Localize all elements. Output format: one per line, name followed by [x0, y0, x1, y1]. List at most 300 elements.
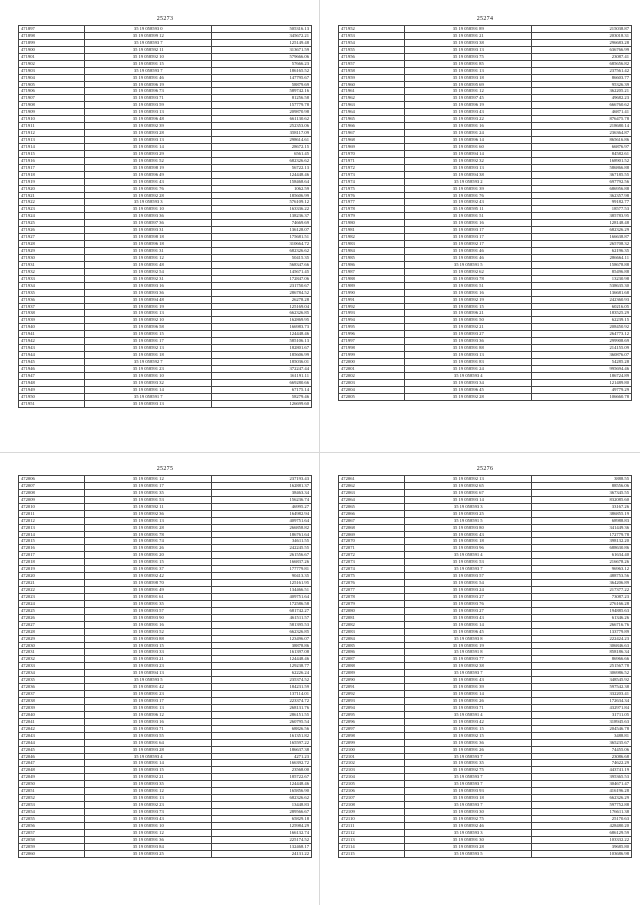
- row-id-cell: 472083: [339, 628, 405, 635]
- row-id-cell: 472063: [339, 489, 405, 496]
- row-id-cell: 472067: [339, 517, 405, 524]
- value-cell: 158678.88: [532, 261, 632, 268]
- row-id-cell: 471992: [339, 303, 405, 310]
- row-id-cell: 471907: [19, 95, 85, 102]
- table-row: [339, 482, 632, 489]
- value-cell: 365235.67: [532, 739, 632, 746]
- table-row: [19, 760, 312, 767]
- table-row: [19, 199, 312, 206]
- row-id-cell: 472095: [339, 711, 405, 718]
- code-cell: 35 19 058593 23: [85, 663, 212, 670]
- table-row: [19, 635, 312, 642]
- value-cell: 385783.95: [532, 213, 632, 220]
- page-title: 25273: [156, 16, 174, 22]
- table-row: [339, 178, 632, 185]
- table-row: [339, 580, 632, 587]
- value-cell: 125149.48: [212, 39, 312, 46]
- table-row: [19, 850, 312, 857]
- table-row: [19, 517, 312, 524]
- code-cell: 35 19 058591 89: [405, 26, 532, 33]
- value-cell: 261556.67: [212, 552, 312, 559]
- code-cell: 35 19 058593 80: [405, 524, 532, 531]
- table-row: [19, 774, 312, 781]
- value-cell: 23087.41: [532, 53, 632, 60]
- table-row: [19, 593, 312, 600]
- code-cell: 35 19 058593 13: [405, 46, 532, 53]
- row-id-cell: 471910: [19, 116, 85, 123]
- row-id-cell: 471930: [19, 254, 85, 261]
- table-row: [339, 345, 632, 352]
- table-row: [339, 531, 632, 538]
- row-id-cell: 472074: [339, 566, 405, 573]
- value-cell: 461511.57: [212, 614, 312, 621]
- code-cell: 35 19 058592 38: [405, 663, 532, 670]
- code-cell: 35 19 058591 60: [405, 143, 532, 150]
- code-cell: 35 19 058599 12: [85, 32, 212, 39]
- row-id-cell: 471971: [339, 157, 405, 164]
- table-row: [339, 753, 632, 760]
- code-cell: 35 19 058593 33: [85, 649, 212, 656]
- table-row: [339, 517, 632, 524]
- code-cell: 35 19 058591 13: [85, 310, 212, 317]
- value-cell: 68988.83: [532, 517, 632, 524]
- value-cell: 185606.99: [212, 352, 312, 359]
- code-cell: 35 19 058593 59: [85, 102, 212, 109]
- table-row: [339, 476, 632, 483]
- value-cell: 1062.59: [212, 185, 312, 192]
- table-row: [19, 656, 312, 663]
- value-cell: 177779.81: [212, 566, 312, 573]
- row-id-cell: 471923: [19, 206, 85, 213]
- table-row: [19, 386, 312, 393]
- row-id-cell: 471985: [339, 254, 405, 261]
- code-cell: 35 19 058591 14: [85, 386, 212, 393]
- code-cell: 35 19 058593 71: [85, 725, 212, 732]
- row-id-cell: 472000: [339, 359, 405, 366]
- value-cell: 67175.14: [212, 386, 312, 393]
- row-id-cell: 472068: [339, 524, 405, 531]
- table-row: [19, 338, 312, 345]
- row-id-cell: 471966: [339, 123, 405, 130]
- code-cell: 35 19 058591 12: [85, 476, 212, 483]
- row-id-cell: 472069: [339, 531, 405, 538]
- value-cell: 682326.29: [532, 227, 632, 234]
- code-cell: 35 19 058591 16: [405, 123, 532, 130]
- code-cell: 35 19 058591 30: [405, 836, 532, 843]
- row-id-cell: 471970: [339, 150, 405, 157]
- code-cell: 35 19 058592 17: [405, 241, 532, 248]
- code-cell: 35 19 058593 22: [405, 116, 532, 123]
- value-cell: 39685.80: [532, 843, 632, 850]
- value-cell: 74622.29: [532, 760, 632, 767]
- code-cell: 35 19 058592 10: [85, 317, 212, 324]
- row-id-cell: 472015: [19, 538, 85, 545]
- value-cell: 662326.85: [212, 310, 312, 317]
- value-cell: 132468.17: [212, 843, 312, 850]
- code-cell: 35 19 058593 28: [85, 130, 212, 137]
- table-row: [339, 171, 632, 178]
- value-cell: 581395.53: [212, 621, 312, 628]
- row-id-cell: 471950: [19, 393, 85, 400]
- value-cell: 318945.63: [532, 718, 632, 725]
- value-cell: 289566.67: [212, 809, 312, 816]
- value-cell: 681742.27: [212, 607, 312, 614]
- row-id-cell: 471973: [339, 171, 405, 178]
- row-id-cell: 471904: [19, 74, 85, 81]
- code-cell: 35 19 058591 36: [85, 836, 212, 843]
- code-cell: 35 19 058591 37: [85, 566, 212, 573]
- table-row: [339, 815, 632, 822]
- value-cell: 367345.55: [532, 489, 632, 496]
- code-cell: 35 19 058592 21: [405, 324, 532, 331]
- table-row: [19, 143, 312, 150]
- row-id-cell: 471989: [339, 282, 405, 289]
- table-row: [19, 268, 312, 275]
- value-cell: 186724.89: [532, 372, 632, 379]
- row-id-cell: 472096: [339, 718, 405, 725]
- code-cell: 35 19 058593 17: [405, 234, 532, 241]
- row-id-cell: 472099: [339, 739, 405, 746]
- row-id-cell: 472035: [19, 677, 85, 684]
- row-id-cell: 472079: [339, 600, 405, 607]
- row-id-cell: 471937: [19, 303, 85, 310]
- row-id-cell: 471903: [19, 67, 85, 74]
- row-id-cell: 472053: [19, 802, 85, 809]
- value-cell: 286664.11: [532, 254, 632, 261]
- table-row: [339, 614, 632, 621]
- code-cell: 35 19 058592 23: [85, 802, 212, 809]
- value-cell: 662326.85: [212, 628, 312, 635]
- value-cell: 214155.09: [532, 345, 632, 352]
- value-cell: 60216.05: [532, 303, 632, 310]
- table-row: [339, 677, 632, 684]
- table-row: [19, 275, 312, 282]
- value-cell: 124448.46: [212, 171, 312, 178]
- row-id-cell: 472089: [339, 670, 405, 677]
- table-row: [339, 67, 632, 74]
- code-cell: 35 19 058591 42: [85, 684, 212, 691]
- code-cell: 35 19 058593 93: [405, 788, 532, 795]
- page-25274: [338, 15, 632, 401]
- table-row: [339, 74, 632, 81]
- code-cell: 35 19 058593 3: [85, 199, 212, 206]
- value-cell: 6561.45: [212, 150, 312, 157]
- table-row: [19, 802, 312, 809]
- code-cell: 35 19 058591 13: [85, 704, 212, 711]
- value-cell: 156236.74: [212, 496, 312, 503]
- table-row: [19, 81, 312, 88]
- value-cell: 166983.73: [212, 324, 312, 331]
- code-cell: 35 19 058592 28: [85, 192, 212, 199]
- row-id-cell: 472041: [19, 718, 85, 725]
- table-row: [339, 635, 632, 642]
- row-id-cell: 471926: [19, 227, 85, 234]
- table-row: [19, 137, 312, 144]
- code-cell: 35 19 058591 14: [405, 691, 532, 698]
- row-id-cell: 472070: [339, 538, 405, 545]
- row-id-cell: 471917: [19, 164, 85, 171]
- code-cell: 35 19 058592 46: [405, 822, 532, 829]
- table-row: [19, 331, 312, 338]
- page-title: 25276: [476, 466, 494, 472]
- table-row: [19, 545, 312, 552]
- row-id-cell: 471986: [339, 261, 405, 268]
- code-cell: 35 19 058591 15: [405, 303, 532, 310]
- table-row: [339, 836, 632, 843]
- table-row: [339, 704, 632, 711]
- table-row: [19, 600, 312, 607]
- code-cell: 35 19 058594 38: [405, 171, 532, 178]
- value-cell: 49682.23: [532, 95, 632, 102]
- row-id-cell: 471927: [19, 234, 85, 241]
- row-id-cell: 472040: [19, 711, 85, 718]
- table-row: [19, 843, 312, 850]
- table-row: [19, 372, 312, 379]
- code-cell: 35 19 058593 3: [405, 829, 532, 836]
- code-cell: 35 19 058592 75: [405, 767, 532, 774]
- table-row: [19, 607, 312, 614]
- value-cell: 264773.12: [532, 331, 632, 338]
- row-id-cell: 471938: [19, 310, 85, 317]
- row-id-cell: 471998: [339, 345, 405, 352]
- row-id-cell: 471908: [19, 102, 85, 109]
- table-row: [339, 143, 632, 150]
- code-cell: 35 19 058593 57: [405, 573, 532, 580]
- table-row: [19, 220, 312, 227]
- table-row: [339, 81, 632, 88]
- value-cell: 90413.35: [212, 573, 312, 580]
- code-cell: 35 19 058591 16: [405, 220, 532, 227]
- row-id-cell: 472113: [339, 836, 405, 843]
- row-id-cell: 471945: [19, 359, 85, 366]
- value-cell: 61346.26: [532, 614, 632, 621]
- value-cell: 215038.87: [532, 26, 632, 33]
- value-cell: 995694.46: [532, 365, 632, 372]
- code-cell: 35 19 058591 74: [85, 538, 212, 545]
- table-row: [339, 324, 632, 331]
- code-cell: 35 19 058593 30: [405, 809, 532, 816]
- page-25276: [338, 465, 632, 858]
- row-id-cell: 471906: [19, 88, 85, 95]
- value-cell: 372247.44: [212, 365, 312, 372]
- code-cell: 35 19 058591 88: [405, 345, 532, 352]
- row-id-cell: 472052: [19, 795, 85, 802]
- code-cell: 35 19 058596 73: [85, 88, 212, 95]
- table-row: [339, 123, 632, 130]
- value-cell: 50415.35: [212, 254, 312, 261]
- code-cell: 35 19 058591 26: [85, 545, 212, 552]
- table-row: [19, 46, 312, 53]
- code-cell: 35 19 058591 35: [85, 489, 212, 496]
- code-cell: 35 19 058593 15: [85, 767, 212, 774]
- row-id-cell: 472022: [19, 587, 85, 594]
- value-cell: 348545.92: [532, 677, 632, 684]
- code-cell: 35 19 058593 43: [405, 109, 532, 116]
- code-cell: 35 19 058591 17: [85, 482, 212, 489]
- page-25275: [18, 465, 312, 858]
- table-row: [339, 795, 632, 802]
- code-cell: 35 19 058592 15: [405, 732, 532, 739]
- row-id-cell: 471957: [339, 60, 405, 67]
- row-id-cell: 471935: [19, 289, 85, 296]
- code-cell: 35 19 058591 21: [405, 32, 532, 39]
- code-cell: 35 19 058592 19: [405, 296, 532, 303]
- table-row: [19, 587, 312, 594]
- row-id-cell: 472025: [19, 607, 85, 614]
- row-id-cell: 471976: [339, 192, 405, 199]
- table-row: [339, 628, 632, 635]
- value-cell: 688630.86: [532, 545, 632, 552]
- row-id-cell: 471941: [19, 331, 85, 338]
- row-id-cell: 471997: [339, 338, 405, 345]
- row-id-cell: 471943: [19, 345, 85, 352]
- code-cell: 35 19 058593 13: [405, 164, 532, 171]
- table-row: [339, 46, 632, 53]
- row-id-cell: 472090: [339, 677, 405, 684]
- code-cell: 35 19 058593 42: [405, 718, 532, 725]
- code-cell: 35 19 058591 51: [405, 213, 532, 220]
- code-cell: 35 19 058595 11: [405, 206, 532, 213]
- value-cell: 184231.59: [212, 684, 312, 691]
- row-id-cell: 472036: [19, 684, 85, 691]
- row-id-cell: 472023: [19, 593, 85, 600]
- value-cell: 416196.28: [532, 788, 632, 795]
- code-cell: 35 19 058593 16: [85, 718, 212, 725]
- value-cell: 432971.84: [532, 704, 632, 711]
- row-id-cell: 471898: [19, 32, 85, 39]
- value-cell: 62196.35: [532, 248, 632, 255]
- value-cell: 260795.54: [212, 718, 312, 725]
- code-cell: 35 19 058591 19: [405, 642, 532, 649]
- value-cell: 682326.62: [212, 157, 312, 164]
- table-row: [339, 39, 632, 46]
- table-row: [339, 254, 632, 261]
- row-id-cell: 471911: [19, 123, 85, 130]
- value-cell: 125169.04: [212, 303, 312, 310]
- value-cell: 65829.18: [212, 815, 312, 822]
- code-cell: 35 19 058591 83: [405, 359, 532, 366]
- table-row: [19, 248, 312, 255]
- value-cell: 186165.52: [212, 67, 312, 74]
- row-id-cell: 471934: [19, 282, 85, 289]
- code-cell: 35 19 058591 39: [405, 684, 532, 691]
- table-row: [339, 545, 632, 552]
- value-cell: 163336.22: [212, 206, 312, 213]
- value-cell: 568347.66: [212, 261, 312, 268]
- value-cell: 128148.48: [532, 220, 632, 227]
- row-id-cell: 472021: [19, 580, 85, 587]
- code-cell: 35 19 058596 45: [405, 386, 532, 393]
- value-cell: 157779.78: [212, 102, 312, 109]
- code-cell: 35 19 058593 35: [85, 781, 212, 788]
- value-cell: 121489.80: [532, 379, 632, 386]
- value-cell: 242245.55: [212, 545, 312, 552]
- row-id-cell: 471974: [339, 178, 405, 185]
- code-cell: 35 19 058591 12: [405, 88, 532, 95]
- code-cell: 35 19 058593 7: [405, 774, 532, 781]
- row-id-cell: 471959: [339, 74, 405, 81]
- row-id-cell: 472091: [339, 684, 405, 691]
- code-cell: 35 19 058592 54: [85, 268, 212, 275]
- code-cell: 35 19 058591 64: [85, 739, 212, 746]
- table-row: [19, 788, 312, 795]
- value-cell: 57666.23: [212, 60, 312, 67]
- row-id-cell: 472005: [339, 393, 405, 400]
- code-cell: 35 19 058593 7: [405, 566, 532, 573]
- code-cell: 35 19 058593 43: [85, 815, 212, 822]
- code-cell: 35 19 058593 36: [405, 338, 532, 345]
- code-cell: 35 19 058593 38: [405, 39, 532, 46]
- value-cell: 265708.32: [532, 241, 632, 248]
- value-cell: 268131.76: [212, 704, 312, 711]
- row-id-cell: 471968: [339, 137, 405, 144]
- value-cell: 74669.69: [212, 220, 312, 227]
- row-id-cell: 472049: [19, 774, 85, 781]
- code-cell: 35 19 058593 84: [85, 843, 212, 850]
- value-cell: 99182.77: [532, 199, 632, 206]
- row-id-cell: 471981: [339, 227, 405, 234]
- table-row: [339, 234, 632, 241]
- row-id-cell: 471924: [19, 213, 85, 220]
- value-cell: 686956.88: [532, 185, 632, 192]
- value-cell: 162881.37: [212, 482, 312, 489]
- value-cell: 24131.22: [212, 850, 312, 857]
- code-cell: 35 19 058591 43: [405, 677, 532, 684]
- row-id-cell: 472056: [19, 822, 85, 829]
- table-row: [339, 352, 632, 359]
- value-cell: 225174.52: [212, 836, 312, 843]
- code-cell: 35 19 058596 14: [405, 137, 532, 144]
- code-cell: 35 19 058591 31: [85, 248, 212, 255]
- value-cell: 172586.58: [212, 600, 312, 607]
- value-cell: 137114.01: [212, 691, 312, 698]
- row-id-cell: 472101: [339, 753, 405, 760]
- table-row: [339, 164, 632, 171]
- code-cell: 35 19 058593 5: [405, 850, 532, 857]
- row-id-cell: 471909: [19, 109, 85, 116]
- table-row: [339, 691, 632, 698]
- table-row: [19, 95, 312, 102]
- value-cell: 145671.45: [212, 268, 312, 275]
- value-cell: 183525.29: [532, 310, 632, 317]
- row-id-cell: 471946: [19, 365, 85, 372]
- value-cell: 682326.62: [212, 795, 312, 802]
- value-cell: 161397.08: [212, 649, 312, 656]
- code-cell: 35 19 058596 19: [405, 102, 532, 109]
- table-row: [339, 261, 632, 268]
- row-id-cell: 471929: [19, 248, 85, 255]
- row-id-cell: 471931: [19, 261, 85, 268]
- code-cell: 35 19 058596 49: [85, 171, 212, 178]
- code-cell: 35 19 058591 24: [405, 365, 532, 372]
- code-cell: 35 19 058593 0: [85, 26, 212, 33]
- row-id-cell: 472010: [19, 503, 85, 510]
- code-cell: 35 19 058591 16: [405, 289, 532, 296]
- table-row: [339, 809, 632, 816]
- row-id-cell: 472087: [339, 656, 405, 663]
- table-row: [339, 711, 632, 718]
- table-row: [19, 379, 312, 386]
- value-cell: 661130.62: [212, 116, 312, 123]
- table-row: [19, 559, 312, 566]
- row-id-cell: 472031: [19, 649, 85, 656]
- table-row: [339, 268, 632, 275]
- row-id-cell: 472084: [339, 635, 405, 642]
- code-cell: 35 19 058592 65: [405, 482, 532, 489]
- code-cell: 35 19 058596 18: [85, 241, 212, 248]
- value-cell: 858186.34: [532, 649, 632, 656]
- code-cell: 35 19 058597 45: [405, 95, 532, 102]
